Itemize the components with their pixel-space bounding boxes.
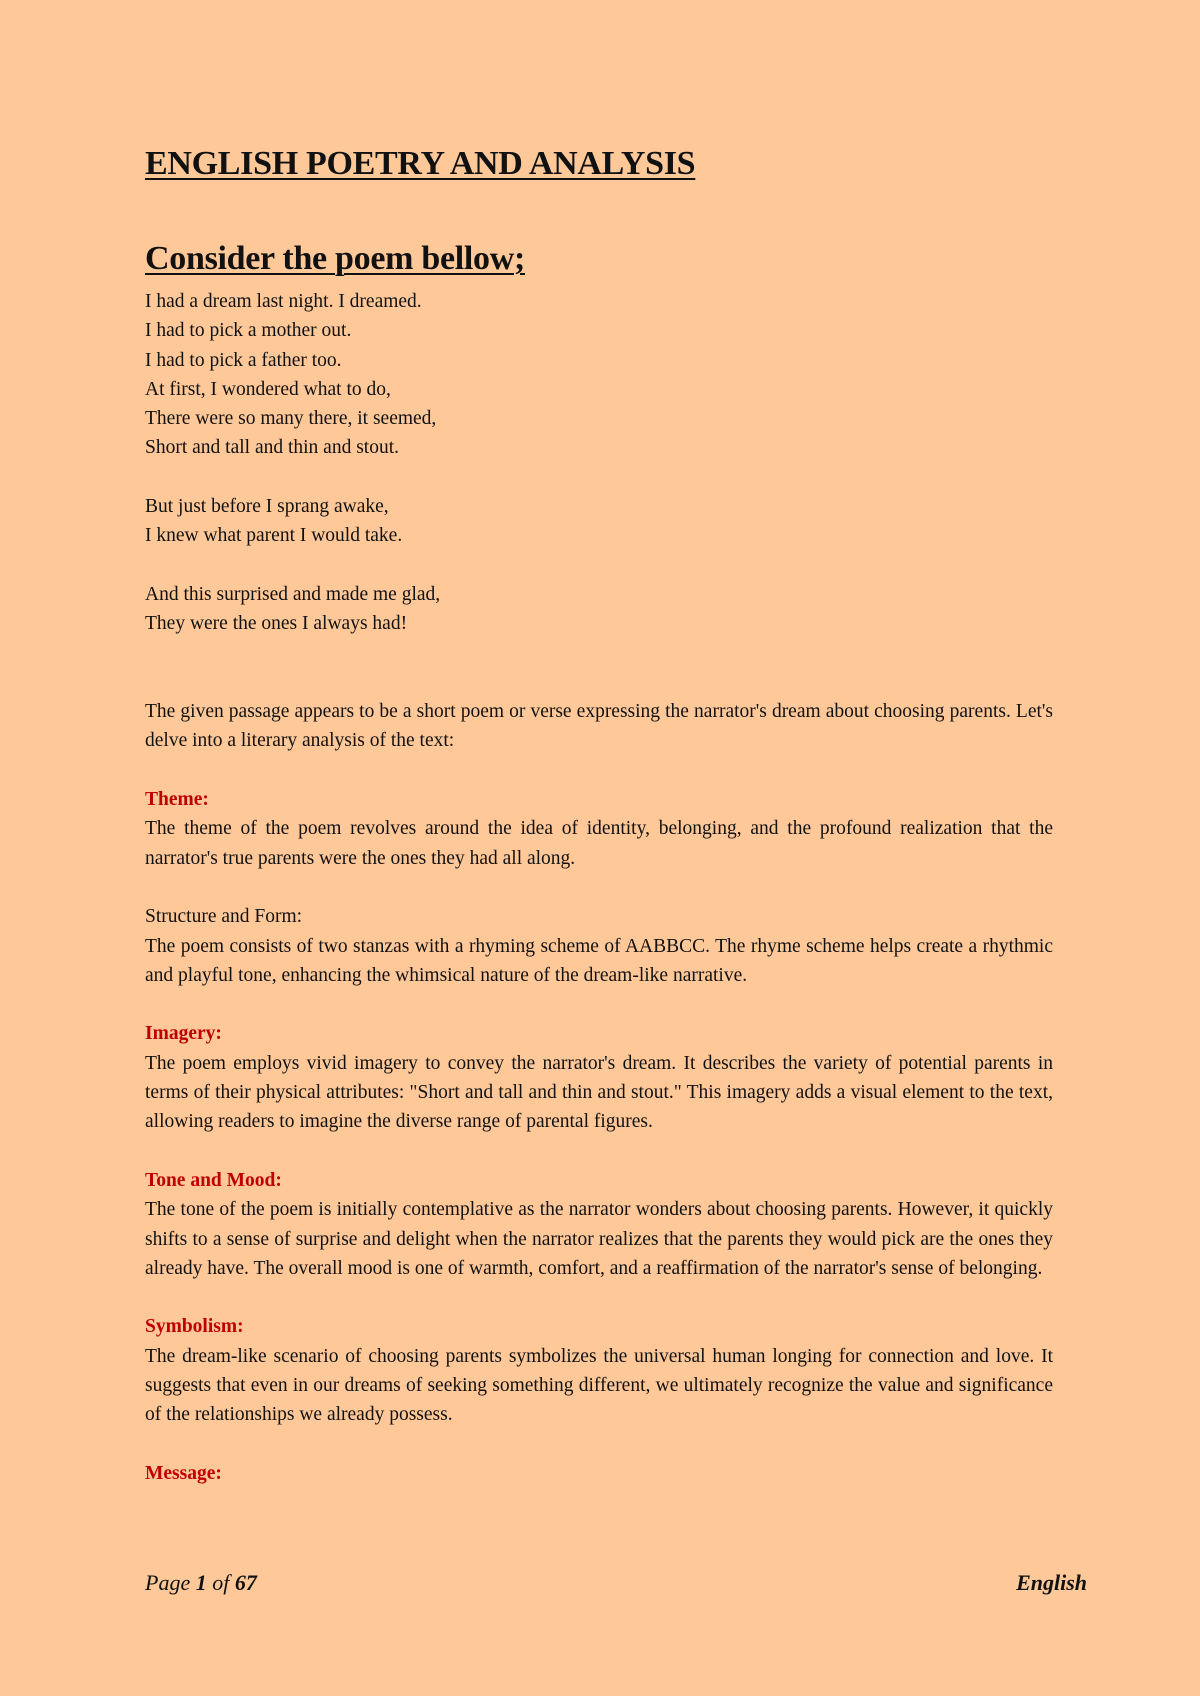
section-symbolism [145, 1312, 1053, 1429]
section-body: The dream-like scenario of choosing parents symbolizes the universal human longing for connection and love. It suggests that even in our dreams of seeking something different, we ultimately recognize the value and significance of the relationships we already possess. [145, 1345, 1053, 1426]
section-body: The theme of the poem revolves around the idea of identity, belonging, and the profound realization that the narrator's true parents were the ones they had all along. [145, 818, 1053, 869]
section-heading: Tone and Mood: [145, 1169, 282, 1191]
poem [145, 287, 1053, 639]
poem-stanza-1 [145, 287, 1053, 463]
poem-line: There were so many there, it seemed, [145, 408, 437, 430]
page-label: Page [145, 1570, 191, 1595]
section-heading: Structure and Form: [145, 906, 303, 928]
section-heading: Symbolism: [145, 1316, 244, 1338]
poem-line: I knew what parent I would take. [145, 525, 403, 547]
poem-line: At first, I wondered what to do, [145, 378, 391, 400]
poem-stanza-3 [145, 580, 1053, 639]
section-heading: Message: [145, 1462, 222, 1484]
intro-paragraph: The given passage appears to be a short poem or verse expressing the narrator's dream about choosing parents. Let's delve into a literary analysis of the text: [145, 701, 1053, 752]
section-heading: Theme: [145, 789, 209, 811]
section-body: The poem consists of two stanzas with a rhyming scheme of AABBCC. The rhyme scheme helps create a rhythmic and playful tone, enhancing the whimsical nature of the dream-like narrative. [145, 935, 1053, 986]
poem-line: I had to pick a mother out. [145, 320, 352, 342]
poem-line: I had to pick a father too. [145, 349, 342, 371]
section-imagery [145, 1019, 1053, 1136]
page-of: of [212, 1570, 230, 1595]
page-number [145, 1570, 257, 1596]
page-total: 67 [234, 1570, 257, 1595]
page-current: 1 [195, 1570, 207, 1595]
section-body: The tone of the poem is initially contemplative as the narrator wonders about choosing parents. However, it quickly shifts to a sense of surprise and delight when the narrator realizes that the parents they would pick are the ones they already have. The overall mood is one of warmth, comfort, and a reaffirmation of the narrator's sense of belonging. [145, 1199, 1053, 1279]
footer-subject: English [1016, 1570, 1087, 1595]
poem-line: They were the ones I always had! [145, 613, 408, 635]
poem-stanza-2 [145, 492, 1053, 551]
poem-line: Short and tall and thin and stout. [145, 437, 400, 459]
section-body: The poem employs vivid imagery to convey the narrator's dream. It describes the variety of potential parents in terms of their physical attributes: "Short and tall and thin and stout." This imagery adds a visual element to the text, allowing readers to imagine the diverse range of parental figures. [145, 1052, 1053, 1133]
page-footer [145, 1570, 1087, 1596]
poem-line: But just before I sprang awake, [145, 496, 389, 518]
section-theme [145, 785, 1053, 873]
poem-line: I had a dream last night. I dreamed. [145, 291, 422, 312]
section-message [145, 1459, 1053, 1488]
section-structure [145, 902, 1053, 990]
document-body [145, 287, 1053, 1488]
document-title: ENGLISH POETRY AND ANALYSIS [145, 145, 696, 182]
section-heading: Imagery: [145, 1023, 222, 1045]
document-subtitle: Consider the poem bellow; [145, 240, 526, 277]
section-tone [145, 1166, 1053, 1283]
poem-line: And this surprised and made me glad, [145, 583, 441, 605]
